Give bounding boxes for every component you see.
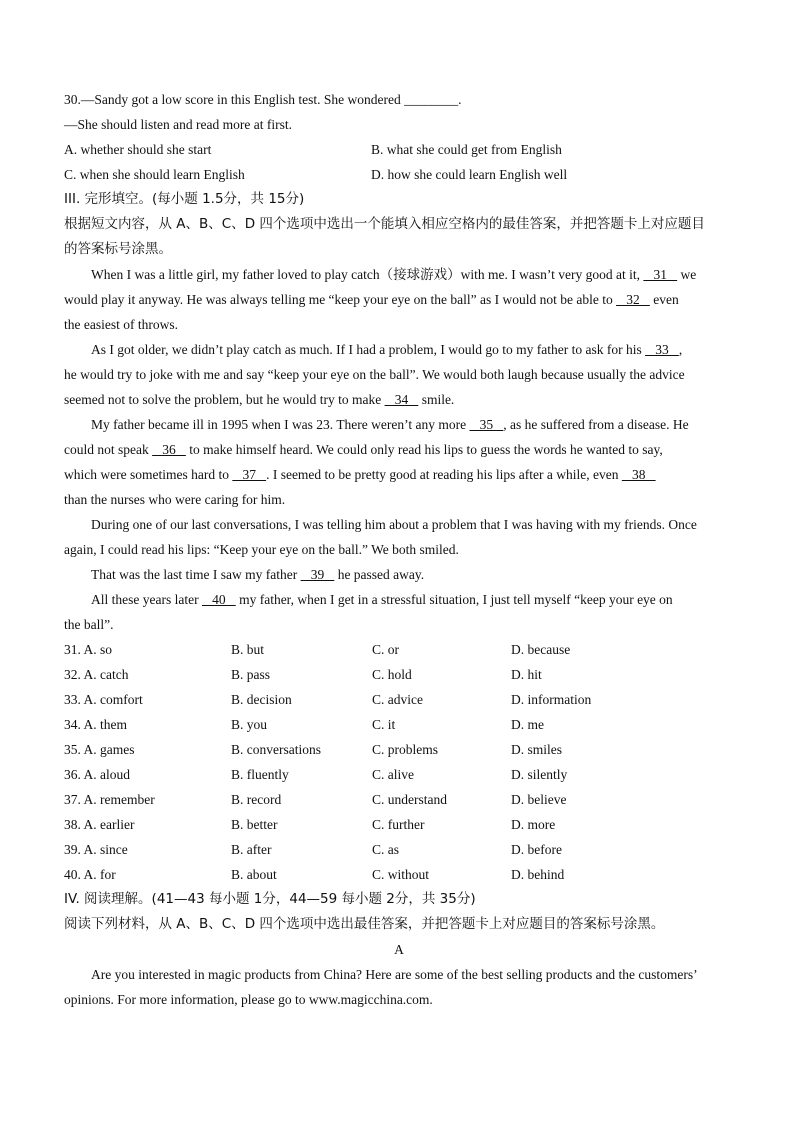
passage-text: As I got older, we didn’t play catch as much. If I had a problem, I would go to my father to ask for his: [91, 342, 646, 357]
option-row: [64, 687, 734, 712]
option-c: C. as: [372, 842, 399, 857]
passage-text: my father, when I get in a stressful situation, I just tell myself “keep your eye on: [235, 592, 673, 607]
option-d: D. silently: [511, 767, 568, 782]
passage-line: [64, 587, 734, 612]
passage-line: than the nurses who were caring for him.: [64, 492, 286, 507]
option-b: B. about: [231, 867, 277, 882]
passage-text: seemed not to solve the problem, but he would try to make: [64, 392, 385, 407]
section4-heading: IV. 阅读理解。(41—43 每小题 1分，44—59 每小题 2分，共 35分): [64, 891, 476, 907]
intro-line-2: opinions. For more information, please go to www.magicchina.com.: [64, 992, 433, 1007]
blank-32: 32: [616, 292, 650, 307]
option-a: 35. A. games: [64, 742, 135, 757]
passage-line: [64, 437, 734, 462]
option-d: D. information: [511, 692, 592, 707]
passage-text: When I was a little girl, my father loved to play catch（接球游戏）with me. I wasn’t very good at it,: [91, 267, 644, 282]
passage-line: [64, 412, 734, 437]
section3-instruction-line-2: 的答案标号涂黑。: [64, 241, 172, 257]
exam-page: [64, 87, 734, 1012]
passage-line: [64, 262, 734, 287]
q30-options-row-2: [64, 162, 734, 187]
option-b: B. but: [231, 642, 265, 657]
section4-instruction: 阅读下列材料，从 A、B、C、D 四个选项中选出最佳答案，并把答题卡上对应题目的答案标号涂黑。: [64, 916, 665, 932]
blank-31: 31: [643, 267, 678, 282]
passage-line: [64, 562, 734, 587]
option-row: [64, 837, 734, 862]
blank-40: 40: [201, 592, 236, 607]
option-b: B. fluently: [231, 767, 289, 782]
q30-options-row-1: [64, 137, 734, 162]
passage-text: That was the last time I saw my father: [91, 567, 301, 582]
option-b: B. pass: [231, 667, 271, 682]
option-row: [64, 662, 734, 687]
option-b: B. you: [231, 717, 268, 732]
passage-line: the ball”.: [64, 617, 114, 632]
passage-line: [64, 462, 734, 487]
option-d: D. believe: [511, 792, 567, 807]
option-a: 36. A. aloud: [64, 767, 130, 782]
option-row: [64, 712, 734, 737]
option-c: C. hold: [372, 667, 412, 682]
passage-text: we: [677, 267, 697, 282]
option-d: D. before: [511, 842, 562, 857]
passage-line: again, I could read his lips: “Keep your eye on the ball.” We both smiled.: [64, 542, 459, 557]
section3-heading: III. 完形填空。(每小题 1.5分，共 15分): [64, 191, 305, 207]
option-a: 40. A. for: [64, 867, 116, 882]
cloze-options: [64, 637, 734, 887]
passage-text: , as he suffered from a disease. He: [503, 417, 689, 432]
blank-38: 38: [621, 467, 656, 482]
option-b: B. conversations: [231, 742, 321, 757]
option-d: D. smiles: [511, 742, 563, 757]
section3-instruction-line-1: 根据短文内容，从 A、B、C、D 四个选项中选出一个能填入相应空格内的最佳答案，并把答题卡上对应题目: [64, 216, 705, 232]
passage-line: During one of our last conversations, I was telling him about a problem that I was having with my friends. Once: [91, 517, 697, 532]
option-d: D. behind: [511, 867, 565, 882]
blank-37: 37: [232, 467, 267, 482]
option-a: 31. A. so: [64, 642, 113, 657]
option-c: C. without: [372, 867, 430, 882]
option-d: D. more: [511, 817, 556, 832]
option-b: B. better: [231, 817, 278, 832]
passage-text: even: [649, 292, 679, 307]
option-c: C. advice: [372, 692, 423, 707]
q30-option-b: B. what she could get from English: [371, 142, 562, 157]
passage-line: [64, 387, 734, 412]
option-a: 33. A. comfort: [64, 692, 143, 707]
option-b: B. after: [231, 842, 272, 857]
option-a: 34. A. them: [64, 717, 127, 732]
option-c: C. further: [372, 817, 425, 832]
option-c: C. problems: [372, 742, 438, 757]
passage-line: he would try to joke with me and say “keep your eye on the ball”. We would both laugh because usually the advice: [64, 367, 685, 382]
passage-text: would play it anyway. He was always telling me “keep your eye on the ball” as I would not be able to: [64, 292, 617, 307]
option-a: 38. A. earlier: [64, 817, 135, 832]
passage-line: [64, 287, 734, 312]
q30-reply: —She should listen and read more at first.: [64, 117, 292, 132]
option-c: C. understand: [372, 792, 447, 807]
option-row: [64, 787, 734, 812]
option-c: C. it: [372, 717, 396, 732]
blank-33: 33: [645, 342, 679, 357]
passage-text: smile.: [418, 392, 455, 407]
q30-option-c: C. when she should learn English: [64, 167, 245, 182]
passage-line: [64, 337, 734, 362]
option-a: 32. A. catch: [64, 667, 129, 682]
q30-option-a: A. whether should she start: [64, 142, 212, 157]
passage-text: to make himself heard. We could only read his lips to guess the words he wanted to say,: [185, 442, 663, 457]
option-c: C. or: [372, 642, 399, 657]
passage-text: he passed away.: [334, 567, 425, 582]
option-d: D. because: [511, 642, 571, 657]
passage-text: which were sometimes hard to: [64, 467, 233, 482]
option-a: 39. A. since: [64, 842, 128, 857]
option-d: D. me: [511, 717, 544, 732]
option-a: 37. A. remember: [64, 792, 155, 807]
q30-stem: 30.—Sandy got a low score in this English test. She wondered ________.: [64, 92, 462, 107]
q30-option-d: D. how she could learn English well: [371, 167, 568, 182]
passage-text: could not speak: [64, 442, 153, 457]
blank-39: 39: [300, 567, 335, 582]
passage-text: My father became ill in 1995 when I was 23. There weren’t any more: [91, 417, 470, 432]
passage-line: the easiest of throws.: [64, 317, 178, 332]
blank-36: 36: [152, 442, 186, 457]
blank-34: 34: [384, 392, 419, 407]
passage-text: ,: [678, 342, 683, 357]
passage-text: All these years later: [91, 592, 202, 607]
blank-35: 35: [469, 417, 504, 432]
option-row: [64, 637, 734, 662]
option-b: B. decision: [231, 692, 292, 707]
part-label: A: [394, 942, 404, 957]
intro-line-1: Are you interested in magic products from China? Here are some of the best selling products and the customers’: [91, 967, 698, 982]
passage-text: . I seemed to be pretty good at reading his lips after a while, even: [266, 467, 622, 482]
option-b: B. record: [231, 792, 282, 807]
option-row: [64, 862, 734, 887]
option-c: C. alive: [372, 767, 414, 782]
option-row: [64, 737, 734, 762]
option-row: [64, 812, 734, 837]
option-row: [64, 762, 734, 787]
option-d: D. hit: [511, 667, 542, 682]
